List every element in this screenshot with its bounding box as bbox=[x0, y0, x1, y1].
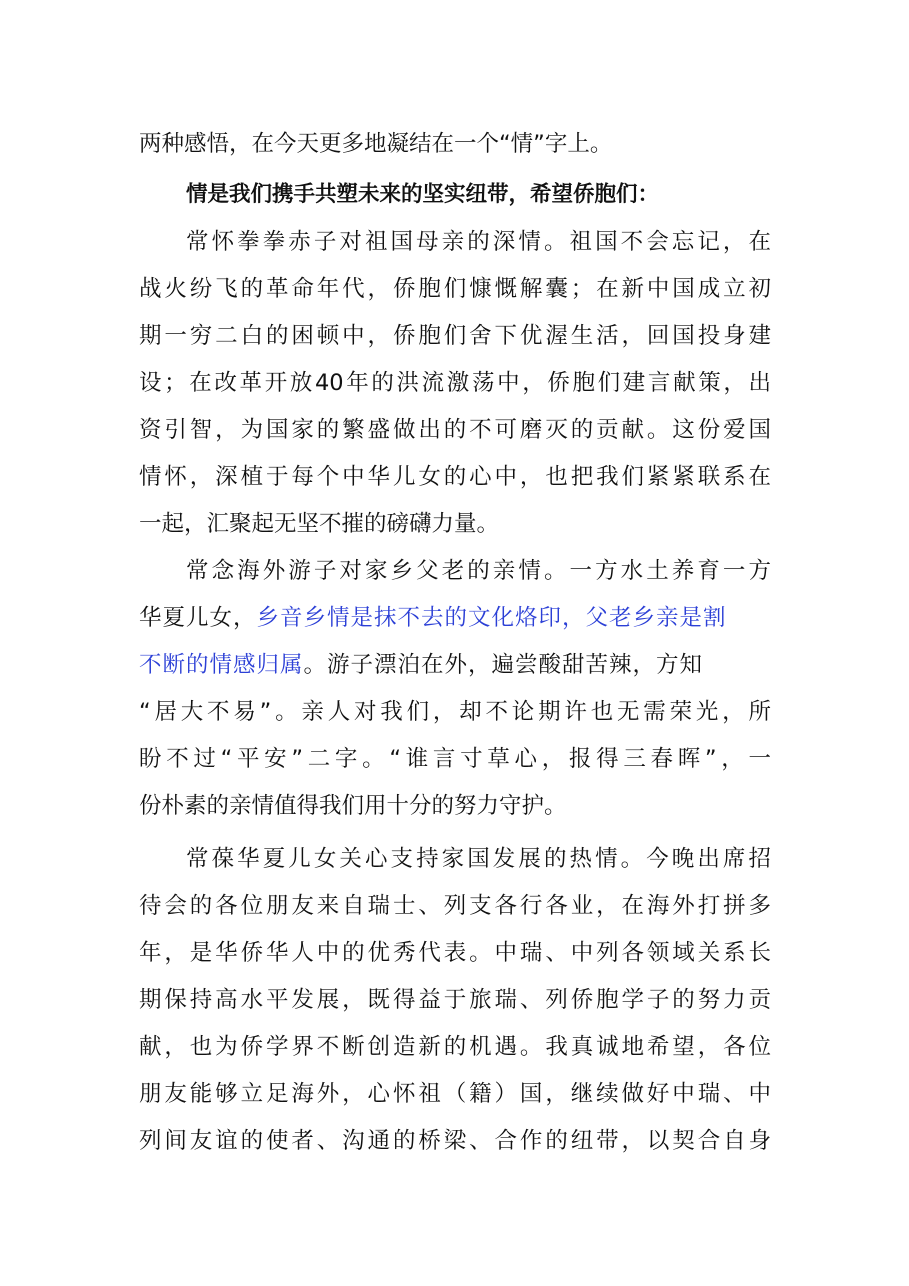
paragraph-3-line-4: 期保持高水平发展，既得益于旅瑞、列侨胞学子的努力贡 bbox=[139, 987, 771, 1013]
paragraph-3-line-7: 列间友谊的使者、沟通的桥梁、合作的纽带，以契合自身 bbox=[139, 1128, 771, 1154]
paragraph-3-line-6: 朋友能够立足海外，心怀祖（籍）国，继续做好中瑞、中 bbox=[139, 1081, 771, 1107]
highlighted-text: 乡音乡情是抹不去的文化烙印，父老乡亲是割 bbox=[256, 605, 727, 631]
paragraph-2-line-2 bbox=[139, 598, 771, 638]
plain-text: 华夏儿女， bbox=[139, 605, 257, 631]
section-heading: 情是我们携手共塑未来的坚实纽带，希望侨胞们： bbox=[186, 182, 660, 207]
paragraph-3-line-3: 年，是华侨华人中的优秀代表。中瑞、中列各领域关系长 bbox=[139, 940, 771, 966]
plain-text: 。游子漂泊在外，遍尝酸甜苦辣，方知 bbox=[303, 652, 704, 678]
paragraph-2-line-6: 份朴素的亲情值得我们用十分的努力守护。 bbox=[139, 793, 567, 819]
paragraph-2-line-5: 盼不过“平安”二字。“谁言寸草心，报得三春晖”，一 bbox=[139, 746, 771, 772]
paragraph-3-line-2: 待会的各位朋友来自瑞士、列支各行各业，在海外打拼多 bbox=[139, 893, 771, 919]
paragraph-2-line-4: “居大不易”。亲人对我们，却不论期许也无需荣光，所 bbox=[139, 699, 771, 725]
paragraph-1-line-1: 常怀拳拳赤子对祖国母亲的深情。祖国不会忘记，在 bbox=[186, 229, 771, 255]
paragraph-3-line-1: 常葆华夏儿女关心支持家国发展的热情。今晚出席招 bbox=[186, 846, 771, 872]
paragraph-2-line-3 bbox=[139, 645, 771, 685]
paragraph-1-line-2: 战火纷飞的革命年代，侨胞们慷慨解囊；在新中国成立初 bbox=[139, 276, 771, 302]
paragraph-1-line-6: 情怀，深植于每个中华儿女的心中，也把我们紧紧联系在 bbox=[139, 464, 771, 490]
paragraph-1-line-7: 一起，汇聚起无坚不摧的磅礴力量。 bbox=[139, 511, 500, 537]
paragraph-1-line-3: 期一穷二白的困顿中，侨胞们舍下优渥生活，回国投身建 bbox=[139, 323, 771, 349]
highlighted-text: 不断的情感归属 bbox=[139, 652, 304, 678]
paragraph-1-line-5: 资引智，为国家的繁盛做出的不可磨灭的贡献。这份爱国 bbox=[139, 417, 771, 443]
paragraph-3-line-5: 献，也为侨学界不断创造新的机遇。我真诚地希望，各位 bbox=[139, 1034, 771, 1060]
text-line: 两种感悟，在今天更多地凝结在一个“情”字上。 bbox=[139, 131, 613, 157]
paragraph-2-line-1: 常念海外游子对家乡父老的亲情。一方水土养育一方 bbox=[186, 558, 771, 584]
paragraph-1-line-4: 设；在改革开放40年的洪流激荡中，侨胞们建言献策，出 bbox=[139, 370, 771, 396]
